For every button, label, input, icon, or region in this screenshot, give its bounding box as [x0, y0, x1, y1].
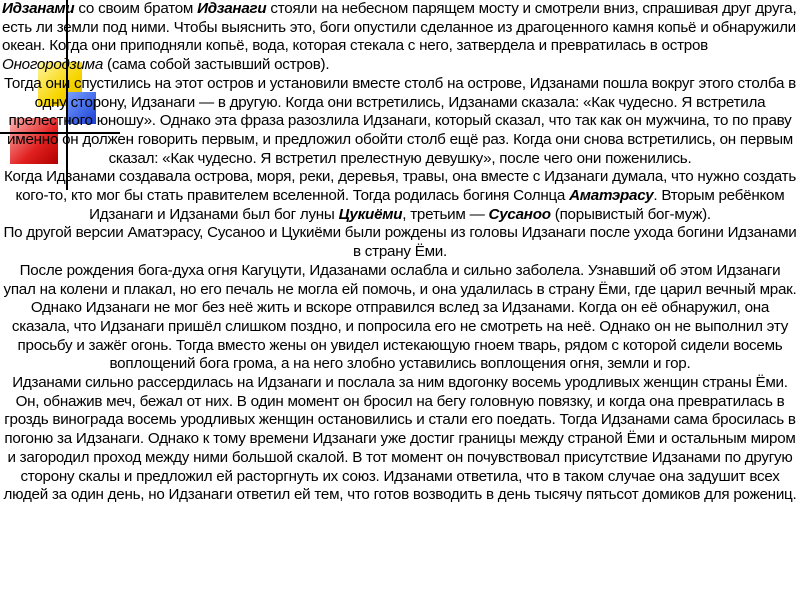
text-run: со своим братом — [74, 0, 198, 17]
paragraph-1 — [2, 0, 798, 75]
paragraph-7 — [2, 374, 798, 505]
emphasized-name: Цукиёми — [338, 205, 403, 223]
emphasized-name: Идзанами — [2, 0, 75, 17]
emphasized-name: Аматэрасу — [569, 187, 654, 205]
paragraph-4 — [2, 224, 798, 261]
text-run: Тогда они спустились на этот остров и установили вместе столб на острове, Идзанами пошла вокруг этого столба в одну сторону, Идзанаги — в другую. Когда они встретились, Идзанами сказала: «Как чудесно. Я встретила прелестного юношу». Однако эта фраза разозлила Идзанаги, который сказал, что так как он мужчина, то по праву именно он должен говорить первым, и предложил обойти столб ещё раз. Когда они снова встретились, он первым сказал: «Как чудесно. Я встретил прелестную девушку», после чего они поженились. — [4, 74, 796, 167]
text-run: По другой версии Аматэрасу, Сусаноо и Цукиёми были рождены из головы Идзанаги после ухода богини Идзанами в страну Ёми. — [3, 224, 797, 261]
italic-term: Оногородзима — [2, 56, 104, 74]
paragraph-5 — [2, 262, 798, 299]
text-run: Когда Идзанами создавала острова, моря, реки, деревья, травы, она вместе с Идзанаги думала, что нужно создать кого-то, кто мог бы стать правителем вселенной. Тогда родилась богиня Солнца — [3, 168, 797, 205]
body-text — [2, 0, 798, 505]
text-run: стояли на небесном парящем мосту и смотрели вниз, спрашивая друг друга, есть ли земли под ними. Чтобы выяснить это, боги опустили сделанное из драгоценного камня копьё и обнаружили океан. Когда они приподняли копьё, вода, которая стекала с него, затвердела и превратилась в остров — [2, 0, 797, 55]
text-run: После рождения бога-духа огня Кагуцути, Идазанами ослабла и сильно заболела. Узнавший об этом Идзанаги упал на колени и плакал, но его печаль не могла ей помочь, и она удалилась в страну Ёми, где царил вечный мрак. — [3, 261, 797, 298]
text-run: (порывистый бог-муж). — [550, 205, 711, 223]
paragraph-3 — [2, 168, 798, 224]
text-run: . Вторым ребёнком Идзанаги и Идзанами был бог луны — [89, 187, 785, 223]
paragraph-6 — [2, 299, 798, 374]
text-run: Идзанами сильно рассердилась на Идзанаги и послала за ним вдогонку восемь уродливых женщин страны Ёми. Он, обнажив меч, бежал от них. В один момент он бросил на бегу головную повязку, и когда она превратилась в гроздь винограда восемь уродливых женщин остановились и стали его поедать. Тогда Идзанами сама бросилась в погоню за Идзанаги. Однако к тому времени Идзанаги уже достиг границы между страной Ёми и остальным миром и загородил проход между ними большой скалой. В тот момент он почувствовал присутствие Идзанами по другую сторону скалы и предложил ей расторгнуть их союз. Идзанами ответила, что в таком случае она задушит всех людей за один день, но Идзанаги ответил ей тем, что готов возводить в день тысячу пятьсот домиков для рожениц. — [3, 374, 797, 504]
text-run: Однако Идзанаги не мог без неё жить и вскоре отправился вслед за Идзанами. Когда он её обнаружил, она сказала, что Идзанаги пришёл слишком поздно, и попросила его не смотреть на неё. Однако он не выполнил эту просьбу и зажёг огонь. Тогда вместо жены он увидел истекающую гноем тварь, рядом с которой сидели восемь воплощений бога грома, а на него злобно уставились воплощения огня, земли и гор. — [11, 299, 789, 373]
emphasized-name: Идзанаги — [197, 0, 267, 17]
emphasized-name: Сусаноо — [488, 205, 551, 223]
text-run: , третьим — — [402, 205, 489, 223]
text-run: (сама собой застывший остров). — [103, 56, 330, 74]
paragraph-2 — [2, 75, 798, 169]
